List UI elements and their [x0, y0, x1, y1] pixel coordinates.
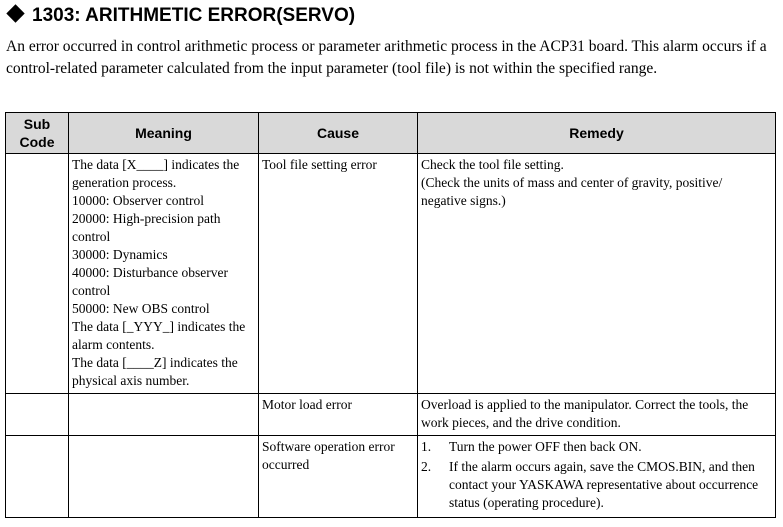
alarm-description: An error occurred in control arithmetic process or parameter arithmetic process in the ACP31 board. This alarm occurs if a control-related parameter calculated from the input parameter (tool file) is not within the specified range.: [6, 38, 767, 77]
meaning-line: 50000: New OBS control: [72, 301, 210, 316]
page-title: [6, 3, 355, 29]
column-header-meaning: Meaning: [69, 113, 259, 154]
meaning-line: The data [____Z] indicates the physical axis number.: [72, 355, 238, 388]
meaning-line: 30000: Dynamics: [72, 247, 168, 262]
column-header-remedy: Remedy: [418, 113, 776, 154]
alarm-table: [5, 112, 776, 518]
table-row: [6, 436, 776, 518]
sub-code-cell: [6, 436, 69, 518]
remedy-cell: [418, 394, 776, 436]
table-row: [6, 394, 776, 436]
meaning-line: The data [X____] indicates the generation process.: [72, 157, 240, 190]
meaning-line: 20000: High-precision path control: [72, 211, 221, 244]
remedy-item-text: Turn the power OFF then back ON.: [449, 439, 642, 454]
meaning-cell: [69, 394, 259, 436]
sub-code-cell: [6, 154, 69, 394]
remedy-list: [421, 438, 771, 512]
table-row: [6, 154, 776, 394]
remedy-line: Overload is applied to the manipulator. Correct the tools, the work pieces, and the drive condition.: [421, 397, 749, 430]
table-header-row: [6, 113, 776, 154]
cause-cell: Tool file setting error: [259, 154, 418, 394]
diamond-bullet-icon: [6, 4, 24, 22]
alarm-title: 1303: ARITHMETIC ERROR(SERVO): [32, 5, 356, 26]
meaning-line: 40000: Disturbance observer control: [72, 265, 228, 298]
remedy-line: (Check the units of mass and center of gravity, positive/ negative signs.): [421, 175, 723, 208]
remedy-list-item: [421, 458, 771, 512]
remedy-item-number: 1.: [421, 439, 432, 454]
meaning-cell: [69, 436, 259, 518]
column-header-cause: Cause: [259, 113, 418, 154]
column-header-sub-code: Sub Code: [6, 113, 69, 154]
remedy-cell: [418, 154, 776, 394]
meaning-line: 10000: Observer control: [72, 193, 204, 208]
cause-cell: Motor load error: [259, 394, 418, 436]
meaning-line: The data [_YYY_] indicates the alarm contents.: [72, 319, 246, 352]
sub-code-cell: [6, 394, 69, 436]
remedy-item-text: If the alarm occurs again, save the CMOS.BIN, and then contact your YASKAWA representative about occurrence status (operating procedure).: [449, 459, 759, 510]
remedy-line: Check the tool file setting.: [421, 157, 564, 172]
cause-cell: Software operation error occurred: [259, 436, 418, 518]
remedy-item-number: 2.: [421, 459, 432, 474]
meaning-cell: [69, 154, 259, 394]
remedy-list-item: [421, 438, 771, 456]
remedy-cell: [418, 436, 776, 518]
